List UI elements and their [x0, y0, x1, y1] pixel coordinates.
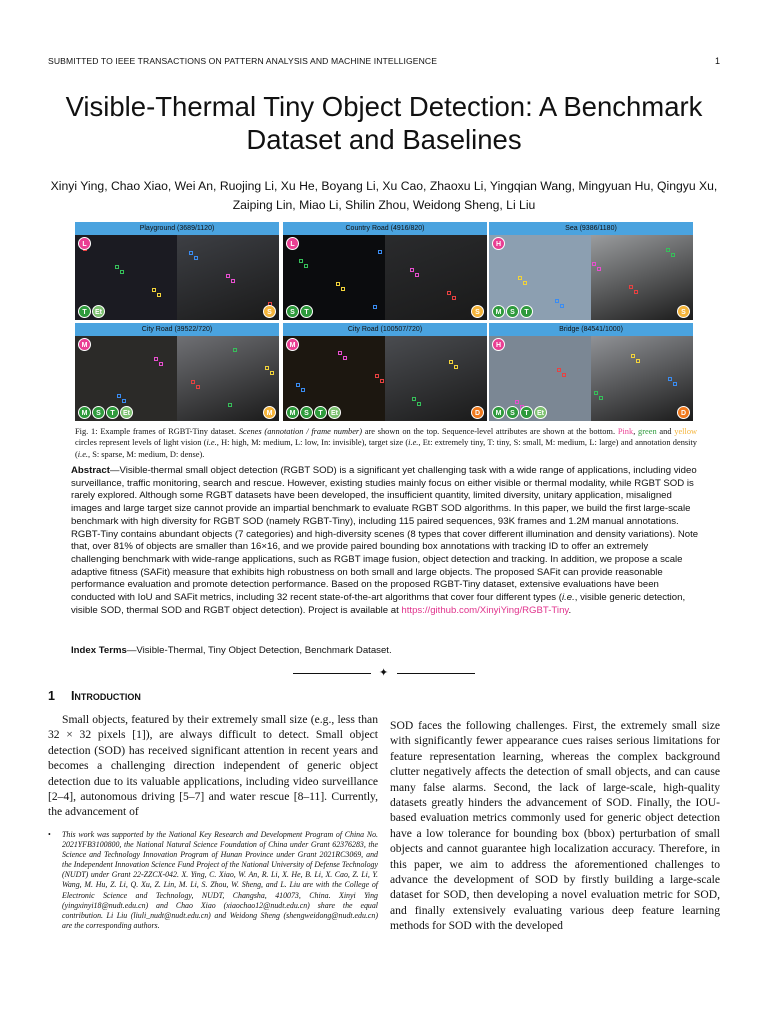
bbox-annotation	[270, 371, 274, 375]
light-level-badge: L	[78, 237, 91, 250]
visible-image	[489, 235, 591, 320]
bbox-annotation	[301, 388, 305, 392]
figure-panel	[489, 323, 693, 421]
bbox-annotation	[159, 362, 163, 366]
light-level-badge: H	[492, 338, 505, 351]
bbox-annotation	[233, 348, 237, 352]
bbox-annotation	[228, 403, 232, 407]
bbox-annotation	[671, 253, 675, 257]
bbox-annotation	[191, 380, 195, 384]
panel-label: Playground (3689/1120)	[75, 222, 279, 235]
target-size-badge: Et	[92, 305, 105, 318]
index-terms: Index Terms—Visible-Thermal, Tiny Object Detection, Benchmark Dataset.	[71, 645, 392, 656]
density-badge: D	[677, 406, 690, 419]
bbox-annotation	[410, 268, 414, 272]
page-number: 1	[714, 56, 720, 66]
bbox-annotation	[336, 282, 340, 286]
bbox-annotation	[417, 402, 421, 406]
figure-label: Fig. 1:	[75, 427, 98, 436]
figure-caption: Fig. 1: Example frames of RGBT-Tiny dataset. Scenes (annotation / frame number) are shown on the top. Sequence-level attributes are shown at the bottom. Pink, green and yellow circles represent levels of light vision (i.e., H: high, M: medium, L: low, In: invisible), target size (i.e., Et: extremely tiny, T: tiny, S: small, M: medium, L: large) and annotation density (i.e., S: sparse, M: medium, D: dense).	[75, 427, 698, 459]
bbox-annotation	[412, 397, 416, 401]
bbox-annotation	[629, 285, 633, 289]
bbox-annotation	[115, 265, 119, 269]
bbox-annotation	[120, 270, 124, 274]
bbox-annotation	[555, 299, 559, 303]
bbox-annotation	[341, 287, 345, 291]
abstract: Abstract—Visible-thermal small object detection (RGBT SOD) is a significant yet challenging task with a wide range of applications, including video surveillance, traffic monitoring, search and rescue. However, existing studies mainly focus on either visible or thermal modality, while RGBT SOD is rarely explored. Although some RGBT datasets have been developed, the insufficient quantity, limited diversity, unitary application, misaligned images and large target size cannot provide an impartial benchmark to evaluate RGBT SOD algorithms. In this paper, we build the first large-scale benchmark with high diversity for RGBT SOD (namely RGBT-Tiny), including 115 paired sequences, 93K frames and 1.2M manual annotations. RGBT-Tiny contains abundant objects (7 categories) and high-diversity scenes (8 types that cover different illumination and density variations). Note that, over 81% of objects are smaller than 16×16, and we provide paired bounding box annotations with tracking ID to offer an extremely challenging benchmark with wide-range applications, such as RGBT image fusion, object detection and tracking. In addition, we propose a scale adaptive fitness (SAFit) measure that exhibits high robustness on both small and large objects. The proposed SAFit can provide reasonable performance evaluation and promote detection performance. Based on the proposed RGBT-Tiny dataset, extensive evaluations have been conducted with IoU and SAFit metrics, including 32 recent state-of-the-art algorithms that cover four different types (i.e., visible generic detection, visible SOD, thermal SOD and RGBT object detection). Project is available at https://github.com/XinyiYing/RGBT-Tiny.	[71, 465, 699, 616]
intro-left-column	[48, 712, 378, 820]
bbox-annotation	[338, 351, 342, 355]
bbox-annotation	[117, 394, 121, 398]
paper-title: Visible-Thermal Tiny Object Detection: A Benchmark Dataset and Baselines	[65, 91, 703, 155]
target-size-badge: M	[286, 406, 299, 419]
bbox-annotation	[631, 354, 635, 358]
bbox-annotation	[226, 274, 230, 278]
bbox-annotation	[299, 259, 303, 263]
bbox-annotation	[557, 368, 561, 372]
bbox-annotation	[515, 400, 519, 404]
bbox-annotation	[518, 276, 522, 280]
panel-label: Sea (9386/1180)	[489, 222, 693, 235]
target-size-badge: S	[506, 406, 519, 419]
bbox-annotation	[447, 291, 451, 295]
light-level-badge: M	[78, 338, 91, 351]
bbox-annotation	[189, 251, 193, 255]
target-size-badge: Et	[534, 406, 547, 419]
abstract-label: Abstract	[71, 465, 110, 476]
bbox-annotation	[373, 305, 377, 309]
bbox-annotation	[343, 356, 347, 360]
bbox-annotation	[380, 379, 384, 383]
light-level-badge: H	[492, 237, 505, 250]
density-badge: S	[471, 305, 484, 318]
bbox-annotation	[415, 273, 419, 277]
bbox-annotation	[296, 383, 300, 387]
bbox-annotation	[673, 382, 677, 386]
bbox-annotation	[122, 399, 126, 403]
figure-panel	[283, 323, 487, 421]
separator-star-icon: ✦	[379, 667, 389, 679]
density-badge: S	[677, 305, 690, 318]
bbox-annotation	[231, 279, 235, 283]
density-badge: S	[263, 305, 276, 318]
target-size-badge: S	[506, 305, 519, 318]
visible-image	[75, 235, 177, 320]
bbox-annotation	[562, 373, 566, 377]
bbox-annotation	[454, 365, 458, 369]
target-size-badge: S	[300, 406, 313, 419]
target-size-badge: Et	[120, 406, 133, 419]
figure-panel	[283, 222, 487, 320]
panel-label: Bridge (84541/1000)	[489, 323, 693, 336]
section-number: 1	[48, 689, 55, 703]
light-level-badge: M	[286, 338, 299, 351]
section-title: Introduction	[70, 689, 141, 703]
bbox-annotation	[560, 304, 564, 308]
footnote-text: This work was supported by the National Key Research and Development Program of China No. 2021YFB3100800, the National Natural Science Foundation of China under Grant 62376283, the Science and Technology Innovation Program of Hunan Province under Grant 2021RC3069, and the Independent Innovation Science Fund Project of the National University of Defense Technology (NUDT) under Grant 22-ZZCX-042. X. Ying, C. Xiao, W. An, R. Li, X. He, B. Li, X. Cao, Z. Li, Y. Wang, M. Hu, Z. Li, Q. Xu, Z. Lin, M. Li, S. Zhou, W. Sheng, and L. Liu are with the College of Electronic Science and Technology, NUDT, Changsha, 410073, China. Xinyi Ying (yingxinyi18@nudt.edu.cn) and Chao Xiao (xiaochao12@nudt.edu.cn) share the equal contribution. Li Liu (liuli_nudt@nudt.edu.cn) and Weidong Sheng (shengweidong@nudt.edu.cn) are the corresponding authors.	[62, 830, 378, 930]
bbox-annotation	[634, 290, 638, 294]
panel-label: Country Road (4916/820)	[283, 222, 487, 235]
panel-label: City Road (100507/720)	[283, 323, 487, 336]
panel-label: City Road (39522/720)	[75, 323, 279, 336]
bbox-annotation	[196, 385, 200, 389]
target-size-badge: Et	[328, 406, 341, 419]
figure-panel	[75, 222, 279, 320]
target-size-badge: M	[78, 406, 91, 419]
bbox-annotation	[194, 256, 198, 260]
density-badge: M	[263, 406, 276, 419]
bbox-annotation	[154, 357, 158, 361]
density-badge: D	[471, 406, 484, 419]
section-separator	[293, 668, 475, 678]
intro-paragraph-continued: SOD faces the following challenges. First, the extremely small size with significantly fewer appearance cues raises serious limitations for feature representation learning, whereas the complex background clutter negatively affects the detection of small objects, and can cause many false alarms. Second, the lack of large-scale, high-quality datasets greatly hinders the advancement of SOD. Finally, the IOU-based evaluation metrics commonly used for generic object detection have a low tolerance for bounding box (bbox) perturbation of small objects and cannot guarantee high localization accuracy. Therefore, in this paper, we aim to address the aforementioned challenges to advance the development of SOD by firstly building a large-scale dataset for SOD, then developing a novel evaluation metric for SOD, and finally extensively evaluating various deep feature learning methods for SOD with the developed	[390, 719, 720, 933]
figure-panel	[489, 222, 693, 320]
bbox-annotation	[375, 374, 379, 378]
author-list: Xinyi Ying, Chao Xiao, Wei An, Ruojing Li, Xu He, Boyang Li, Xu Cao, Zhaoxu Li, Yingqian Wang, Mingyuan Hu, Qingyu Xu, Zaiping Lin, Miao Li, Shilin Zhou, Weidong Sheng, Li Liu	[50, 179, 718, 212]
journal-header: SUBMITTED TO IEEE TRANSACTIONS ON PATTERN ANALYSIS AND MACHINE INTELLIGENCE	[48, 56, 438, 66]
target-size-badge: S	[92, 406, 105, 419]
bbox-annotation	[449, 360, 453, 364]
section-heading	[48, 689, 141, 703]
target-size-badge: T	[78, 305, 91, 318]
bbox-annotation	[157, 293, 161, 297]
bbox-annotation	[378, 250, 382, 254]
index-terms-label: Index Terms	[71, 645, 127, 656]
target-size-badge: M	[492, 305, 505, 318]
bbox-annotation	[597, 267, 601, 271]
bbox-annotation	[599, 396, 603, 400]
target-size-badge: S	[286, 305, 299, 318]
footnote-bullet: •	[48, 830, 51, 839]
bbox-annotation	[265, 366, 269, 370]
bbox-annotation	[594, 391, 598, 395]
bbox-annotation	[666, 248, 670, 252]
visible-image	[283, 235, 385, 320]
footnote	[48, 830, 378, 931]
bbox-annotation	[668, 377, 672, 381]
project-link[interactable]: https://github.com/XinyiYing/RGBT-Tiny	[401, 604, 569, 616]
intro-paragraph: Small objects, featured by their extremely small size (e.g., less than 32 × 32 pixels [1]), are always difficult to detect. Small object detection (SOD) has received significant attention in recent years and becomes a challenging direction independent of generic object detection due to its valuable applications, including video surveillance [2–4], autonomous driving [5–7] and water rescue [8–11]. Currently, the advancement of	[48, 713, 378, 819]
bbox-annotation	[452, 296, 456, 300]
figure-1	[75, 222, 695, 422]
target-size-badge: T	[300, 305, 313, 318]
intro-right-column	[390, 718, 720, 934]
target-size-badge: T	[106, 406, 119, 419]
bbox-annotation	[152, 288, 156, 292]
bbox-annotation	[636, 359, 640, 363]
light-level-badge: L	[286, 237, 299, 250]
target-size-badge: M	[492, 406, 505, 419]
bbox-annotation	[592, 262, 596, 266]
bbox-annotation	[523, 281, 527, 285]
target-size-badge: T	[314, 406, 327, 419]
figure-panel	[75, 323, 279, 421]
target-size-badge: T	[520, 305, 533, 318]
target-size-badge: T	[520, 406, 533, 419]
bbox-annotation	[304, 264, 308, 268]
